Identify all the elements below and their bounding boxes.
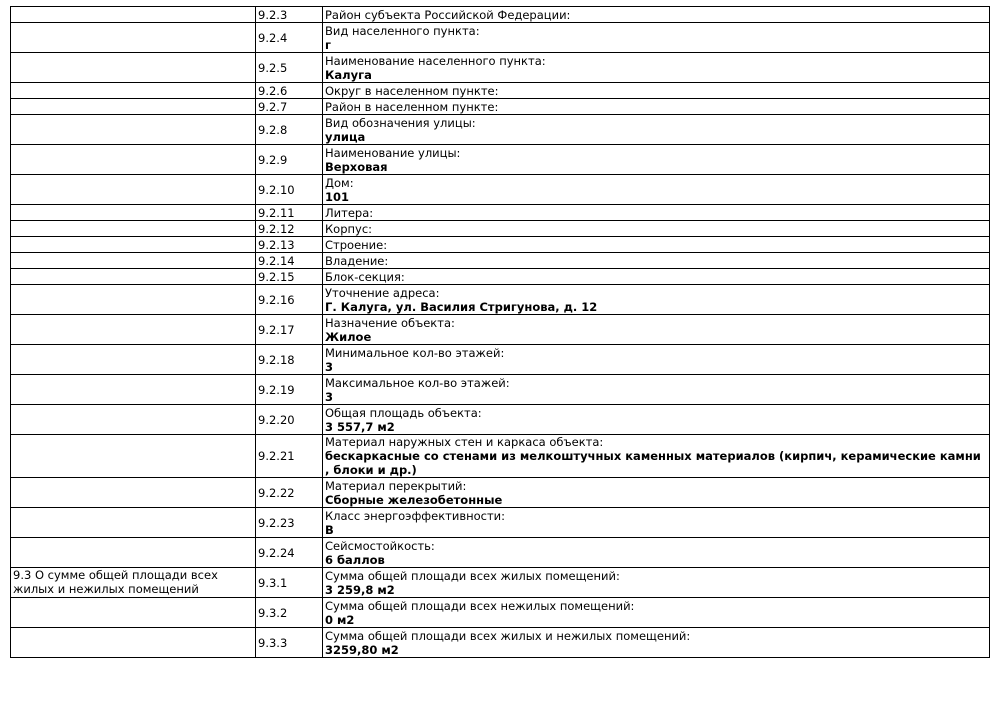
table-row [11, 83, 990, 99]
field-label: Округ в населенном пункте: [325, 83, 499, 98]
field-cell [323, 345, 990, 375]
code-cell: 9.2.12 [256, 221, 323, 237]
section-cell [11, 285, 256, 315]
section-cell [11, 7, 256, 23]
code-cell: 9.2.8 [256, 115, 323, 145]
field-cell [323, 115, 990, 145]
field-value: Г. Калуга, ул. Василия Стригунова, д. 12 [325, 299, 598, 314]
field-label: Наименование улицы: [325, 145, 461, 160]
field-value: Калуга [325, 67, 372, 82]
code-cell: 9.2.17 [256, 315, 323, 345]
field-label: Сумма общей площади всех жилых и нежилых помещений: [325, 628, 691, 643]
field-cell [323, 7, 990, 23]
code-cell: 9.2.4 [256, 23, 323, 53]
section-cell [11, 269, 256, 285]
code-cell: 9.2.19 [256, 375, 323, 405]
field-value: 101 [325, 189, 350, 204]
field-cell [323, 375, 990, 405]
section-cell [11, 478, 256, 508]
field-cell [323, 221, 990, 237]
section-cell [11, 628, 256, 658]
table-row [11, 285, 990, 315]
field-label: Сумма общей площади всех нежилых помещений: [325, 598, 635, 613]
field-cell [323, 285, 990, 315]
field-label: Район субъекта Российской Федерации: [325, 7, 571, 22]
field-cell [323, 315, 990, 345]
table-row [11, 568, 990, 598]
table-row [11, 315, 990, 345]
field-label: Наименование населенного пункта: [325, 53, 546, 68]
table-row [11, 7, 990, 23]
table-row [11, 253, 990, 269]
field-value: г [325, 37, 332, 52]
section-cell [11, 53, 256, 83]
code-cell: 9.2.22 [256, 478, 323, 508]
field-cell [323, 237, 990, 253]
table-row [11, 221, 990, 237]
field-label: Литера: [325, 205, 374, 220]
field-cell [323, 145, 990, 175]
section-cell [11, 405, 256, 435]
field-value: 3 [325, 389, 334, 404]
field-cell [323, 598, 990, 628]
field-cell [323, 478, 990, 508]
section-cell [11, 115, 256, 145]
field-cell [323, 628, 990, 658]
field-label: Сейсмостойкость: [325, 538, 435, 553]
table-row [11, 115, 990, 145]
table-row [11, 508, 990, 538]
field-label: Строение: [325, 237, 388, 252]
section-cell [11, 538, 256, 568]
field-cell [323, 83, 990, 99]
field-label: Район в населенном пункте: [325, 99, 499, 114]
field-cell [323, 23, 990, 53]
field-value: 3 259,8 м2 [325, 582, 395, 597]
code-cell: 9.2.5 [256, 53, 323, 83]
section-cell [11, 145, 256, 175]
table-row [11, 435, 990, 478]
field-value: улица [325, 129, 366, 144]
field-label: Материал наружных стен и каркаса объекта: [325, 435, 604, 449]
field-label: Уточнение адреса: [325, 285, 440, 300]
table-row [11, 175, 990, 205]
field-cell [323, 568, 990, 598]
section-cell [11, 221, 256, 237]
field-label: Сумма общей площади всех жилых помещений: [325, 568, 620, 583]
field-label: Владение: [325, 253, 389, 268]
section-cell [11, 99, 256, 115]
table-row [11, 478, 990, 508]
code-cell: 9.2.24 [256, 538, 323, 568]
table-row [11, 628, 990, 658]
field-label: Класс энергоэффективности: [325, 508, 506, 523]
section-cell [11, 435, 256, 478]
field-cell [323, 253, 990, 269]
field-cell [323, 99, 990, 115]
table-row [11, 345, 990, 375]
code-cell: 9.3.3 [256, 628, 323, 658]
field-label: Корпус: [325, 221, 373, 236]
section-cell [11, 175, 256, 205]
object-info-table [10, 6, 990, 658]
code-cell: 9.2.6 [256, 83, 323, 99]
field-cell [323, 508, 990, 538]
field-cell [323, 405, 990, 435]
code-cell: 9.2.16 [256, 285, 323, 315]
field-value: 6 баллов [325, 552, 385, 567]
section-cell [11, 598, 256, 628]
table-row [11, 23, 990, 53]
field-label: Минимальное кол-во этажей: [325, 345, 505, 360]
field-value: Верховая [325, 159, 388, 174]
field-cell [323, 175, 990, 205]
field-cell [323, 53, 990, 83]
field-label: Общая площадь объекта: [325, 405, 482, 420]
field-label: Материал перекрытий: [325, 478, 467, 493]
field-value: бескаркасные со стенами из мелкоштучных каменных материалов (кирпич, керамические камни , блоки и др.) [325, 449, 981, 477]
field-cell [323, 205, 990, 221]
code-cell: 9.2.13 [256, 237, 323, 253]
field-label: Назначение объекта: [325, 315, 455, 330]
section-cell [11, 83, 256, 99]
field-label: Вид обозначения улицы: [325, 115, 476, 130]
code-cell: 9.2.9 [256, 145, 323, 175]
field-label: Вид населенного пункта: [325, 23, 480, 38]
table-row [11, 237, 990, 253]
field-value: 3 557,7 м2 [325, 419, 395, 434]
field-cell [323, 269, 990, 285]
table-row [11, 598, 990, 628]
code-cell: 9.2.15 [256, 269, 323, 285]
section-cell [11, 508, 256, 538]
field-cell [323, 538, 990, 568]
code-cell: 9.2.11 [256, 205, 323, 221]
field-label: Дом: [325, 175, 354, 190]
section-cell [11, 253, 256, 269]
table-row [11, 53, 990, 83]
table-row [11, 99, 990, 115]
code-cell: 9.2.3 [256, 7, 323, 23]
table-row [11, 405, 990, 435]
field-label: Максимальное кол-во этажей: [325, 375, 510, 390]
section-cell [11, 23, 256, 53]
section-cell [11, 315, 256, 345]
code-cell: 9.3.1 [256, 568, 323, 598]
table-row [11, 375, 990, 405]
code-cell: 9.3.2 [256, 598, 323, 628]
table-row [11, 269, 990, 285]
section-cell [11, 375, 256, 405]
field-value: Сборные железобетонные [325, 492, 503, 507]
field-value: Жилое [325, 329, 372, 344]
code-cell: 9.2.18 [256, 345, 323, 375]
field-value: 3259,80 м2 [325, 642, 399, 657]
field-label: Блок-секция: [325, 269, 405, 284]
code-cell: 9.2.23 [256, 508, 323, 538]
section-cell [11, 237, 256, 253]
field-value: 3 [325, 359, 334, 374]
table-row [11, 145, 990, 175]
section-cell [11, 345, 256, 375]
section-cell: 9.3 О сумме общей площади всех жилых и нежилых помещений [11, 568, 256, 598]
field-value: 0 м2 [325, 612, 355, 627]
code-cell: 9.2.21 [256, 435, 323, 478]
table-row [11, 205, 990, 221]
section-cell [11, 205, 256, 221]
field-value: В [325, 522, 334, 537]
field-cell [323, 435, 990, 478]
table-row [11, 538, 990, 568]
code-cell: 9.2.7 [256, 99, 323, 115]
code-cell: 9.2.14 [256, 253, 323, 269]
code-cell: 9.2.10 [256, 175, 323, 205]
code-cell: 9.2.20 [256, 405, 323, 435]
table-body [11, 7, 990, 658]
